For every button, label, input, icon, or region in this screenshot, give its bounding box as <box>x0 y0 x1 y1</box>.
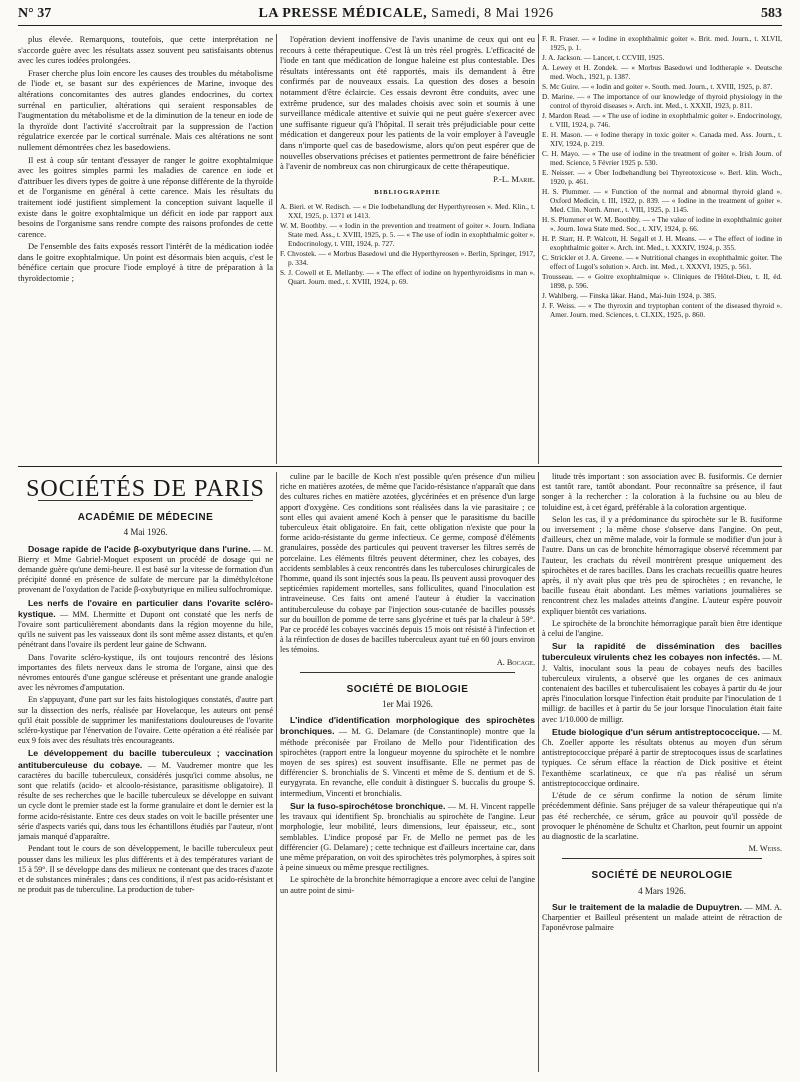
report-text: — M. Bierry et Mme Gabriel-Moquet exposent un procédé de dosage qui ne demande guère qu'une demi-heure. Il est basé sur la vitesse de formation d'un précipité donné en présence de sulfate de mercure par la diméthylcétone provenant de l'oxydation de l'acide β-oxybutyrique en milieu sulfochromique. <box>18 544 273 595</box>
reporter-signature: A. Bocage. <box>496 657 535 667</box>
report-title: Sur la rapidité de dissémination des bacilles tuberculeux virulents chez les cobayes non infectés. <box>542 641 782 663</box>
author-signature: P.-L. Marie. <box>493 173 535 184</box>
paragraph: E. Neisser. — « Über Iodbehandlung bei Thyreotoxicose ». Berl. klin. Woch., 1920, p. 461. <box>542 168 782 186</box>
report-text: — MM. Lhermitte et Dupont ont constaté que les nerfs de l'ovaire sont particulièrement abondants dans la région moyenne du hile, qu'ils ne suivent pas les vaisseaux dont ils sont même assez distants, et qu'en pénétrant dans l'ovaire ils perdent leur gaine de Schwann. <box>18 609 273 650</box>
paragraph: H. P. Starr, H. P. Walcott, H. Segall et J. H. Means. — « The effect of iodine in exophthalmic goiter ». Arch. int. Med., t. XXXIV, 1924, p. 355. <box>542 234 782 252</box>
paragraph <box>280 875 535 895</box>
report-title: Etude biologique d'un sérum antistreptococcique. <box>552 726 760 737</box>
paragraph: C. Strickler et J. A. Greene. — « Nutritional changes in exophthalmic goiter. The effect of Lugol's solution ». Arch. int. Med., t. XXXVI, 1925, p. 561. <box>542 253 782 271</box>
article-continuation <box>18 34 782 464</box>
report-paragraph <box>280 801 535 873</box>
report-title: L'indice d'identification morphologique des spirochètes bronchiques. <box>280 715 535 737</box>
paragraph: S. J. Cowell et E. Mellanby. — « The effect of iodine on hyperthyroidisms in man ». Quart. Journ. med., t. XVIII, 1924, p. 69. <box>280 267 535 286</box>
section-rule <box>562 858 762 859</box>
paragraph: l'opération devient inoffensive de l'avis unanime de ceux qui ont eu recours à cette thérapeutique. C'est là un très réel progrès. L'efficacité de l'iode en tant que médication de longue haleine est plus contestable. Des résultats intéressants ont été rapportés, mais ils demandent à être confirmés par de nouveaux essais. La question des doses a besoin notamment d'être éclaircie. Ces essais devront être conduits, avec une extrême prudence, sur des malades choisis avec soin et soumis à une surveillance médicale attentive et suivie qui ne peut guère s'exercer avec une suffisante rigueur qu'à l'hôpital. Il serait très préjudiciable pour cette médication et dangereux pour les patients de la voir employer à l'aveugle dans n'importe quel cas de basedowisme, alors qu'on peut espérer que de nouvelles observations précises et patientes permettront de faire bénéficier à l'avenir de nombreux cas non chirurgicaux de cette thérapeutique. <box>280 34 535 172</box>
bibliography-list <box>280 202 535 286</box>
report-paragraph <box>280 715 535 799</box>
paragraph <box>542 472 782 513</box>
paragraph <box>542 791 782 842</box>
paragraph: Il est à coup sûr tentant d'essayer de ranger le goitre exophtalmique avec les goitres simples parmi les maladies de carence en iode et d'attribuer les divers types de goitre à une réponse différente de la thyroïde et de l'organisme en général à cette carence. Mais les résultats du traitement iodé justifient simplement la conception suivant laquelle il existe dans le goitre exophtalmique un déficit en iode par rapport aux besoins de l'organisme sans rendre compte des raisons profondes de cette carence. <box>18 154 273 239</box>
paragraph: F. R. Fraser. — « Iodine in exophthalmic goiter ». Brit. med. Journ., t. XLVII, 1925, p. 1. <box>542 34 782 52</box>
paragraph: J. F. Weiss. — « The thyroxin and tryptophan content of the diseased thyroid ». Amer. Journ. med. Sciences, t. CLXIX, 1925, p. 860. <box>542 301 782 319</box>
paragraph: H. S. Plummer et W. M. Boothby. — « The value of iodine in exophthalmic goiter ». Journ. Iowa State med. Soc., t. XIV, 1924, p. 66. <box>542 215 782 233</box>
column-divider <box>538 472 539 1072</box>
biologie-reports <box>280 715 535 895</box>
report-title: Le développement du bacille tuberculeux ; vaccination antituberculeuse du cobaye. <box>18 748 273 770</box>
bibliography-heading: BIBLIOGRAPHIE <box>374 189 441 197</box>
issue-number: N° 37 <box>18 6 52 21</box>
paragraph: Trousseau. — « Goitre exophtalmique ». Cliniques de l'Hôtel-Dieu, t. II, éd. 1898, p. 596. <box>542 272 782 290</box>
report-text: Selon les cas, il y a prédominance du spirochète sur le B. fusiforme ou inversement ; la même chose s'observe dans l'angine. On peut, d'ailleurs, chez un même malade, voir la formule se modifier d'un jour à l'autre. Dans un cas de bronchite hémorragique observé récemment par l'auteur, les crachats du réveil montrèrent presque uniquement des spirochètes et de rares bacilles. Dans les crachats recueillis quatre heures après, il n'y avait plus que très peu de spirochètes ; en revanche, le bacille fuseau était abondant. Les mêmes variations journalières se rencontrent chez les malades atteints d'angine. L'auteur espère pouvoir expliquer bientôt ces variations. <box>542 514 782 616</box>
paragraph: F. Chvostek. — « Morbus Basedowi und die Hyperthyreosen ». Berlin, Springer, 1917, p. 334. <box>280 248 535 267</box>
journal-masthead <box>259 6 554 22</box>
bottom-column-3 <box>542 472 782 935</box>
report-paragraph <box>542 902 782 934</box>
paragraph: Fraser cherche plus loin encore les causes des troubles du métabolisme de l'iode et, se basant sur des expériences de Marine, invoque des altérations concomitantes des autres glandes endocrines, du cortex surrénal en particulier, altérations qui seraient responsables de l'augmentation du métabolisme et de la diminution de la teneur en iode de la thyroïde dont l'activité s'accroîtrait par la suppression de l'action régulatrice exercée par le cortical surrénale. Mais ces altérations ne sont nullement démontrées chez les basedowiens. <box>18 67 273 152</box>
paragraph <box>18 695 273 746</box>
top-column-2 <box>280 34 535 287</box>
report-text: Dans l'ovarite scléro-kystique, ils ont toujours rencontré des lésions importantes des filets nerveux dans le stroma de l'organe, ainsi que des névromes entourés d'une gangue scléreuse et présentant une grande analogie avec les névromes d'amputation. <box>18 652 273 693</box>
paragraph: H. S. Plummer. — « Function of the normal and abnormal thyroid gland ». Oxford Medicin, t. III, 1922, p. 839. — « Iodine in the treatment of goiter ». Med. Clin. North. Amer., t. VIII, 1925, p. 1145. <box>542 187 782 214</box>
report-text: Le spirochète de la bronchite hémorragique paraît bien être identique à celui de l'angine. <box>542 618 782 639</box>
report-text: — M. Vaudremer montre que les caractères du bacille tuberculeux, considérés jusqu'ici comme absolus, ne sont que relatifs (acido- et alcoolo-résistance, parasitisme obligatoire). Il résulte de ses recherches que le bacille tuberculeux se développe en suivant un cycle dont le premier stade est la forme granulaire et dont le dernier est la forme acido-résistante. Entre ces deux stades on voit le bacille présenter une série d'aspects variés qui, dans tous les échantillons étudiés par l'auteur, n'ont jamais manqué d'apparaître. <box>18 760 273 842</box>
report-paragraph <box>18 748 273 842</box>
biologie-date: 1er Mai 1926. <box>382 699 433 710</box>
top-column-1 <box>18 34 273 286</box>
biologie-heading: SOCIÉTÉ DE BIOLOGIE <box>346 683 469 695</box>
section-divider <box>18 466 782 467</box>
report-text: — M. H. Vincent rappelle les travaux qui identifient Sp. bronchialis au spirochète de l'angine. Leur morphologie, leur mobilité, leurs dimensions, leur épaisseur, etc., sont semblables. L'indice proposé par Fr. de Mello ne permet pas de les différencier (G. Delamare) ; cette technique est d'ailleurs incertaine car, dans une même préparation, on voit des spirochètes très polymorphes, à spires soit à peine sinueux ou même presque rectilignes. <box>280 801 535 873</box>
paragraph: S. Mc Guire. — « Iodin and goiter ». South. med. Journ., t. XVIII, 1925, p. 87. <box>542 82 773 91</box>
paragraph: plus élevée. Remarquons, toutefois, que cette interprétation ne s'accorde guère avec les résultats assez souvent peu satisfaisants obtenus avec les cures iodées prolongées. <box>18 34 273 66</box>
paragraph <box>18 844 273 895</box>
academie-date: 4 Mai 1926. <box>123 527 168 538</box>
paragraph: D. Marine. — « The importance of our knowledge of thyroid physiology in the control of thyroid diseases ». Arch. int. Med., t. XXXII, 1923, p. 811. <box>542 92 782 110</box>
issue-date: Samedi, 8 Mai 1926 <box>431 6 554 21</box>
neurologie-heading: SOCIÉTÉ DE NEUROLOGIE <box>591 870 733 882</box>
conclusion-text <box>280 34 535 172</box>
report-text: Pendant tout le cours de son développement, le bacille tuberculeux peut pousser dans les milieux les plus différents et à des températures variant de 15 à 59°. Il se développe dans des milieux ne contenant que des traces d'azote et de substances minérales ; dans ces conditions, il n'est pas acido-résistant et ne produit pas de tuberculine. La production de tuber- <box>18 844 273 895</box>
reporter-signature: M. Weiss. <box>748 844 782 854</box>
report-text: Le spirochète de la bronchite hémorragique a encore avec celui de l'angine un autre point de simi- <box>280 875 535 895</box>
paragraph: C. H. Mayo. — « The use of iodine in the treatment of goiter ». Irish Journ. of med. Science, 5 Février 1925 p. 530. <box>542 149 782 167</box>
paragraph <box>542 619 782 639</box>
running-header <box>18 6 782 26</box>
biologie-reports-continued <box>542 472 782 842</box>
societes-title: SOCIÉTÉS DE PARIS <box>26 476 265 502</box>
page-number: 583 <box>760 6 782 21</box>
paragraph: E. H. Mason. — « Iodine therapy in toxic goiter ». Canada med. Ass. Journ., t. XIV, 1924, p. 219. <box>542 130 782 148</box>
section-rule <box>300 672 515 673</box>
bottom-column-1 <box>18 472 273 897</box>
report-paragraph <box>542 727 782 789</box>
bottom-column-2 <box>280 472 535 898</box>
journal-name: LA PRESSE MÉDICALE, <box>258 6 428 21</box>
paragraph: J. Mardon Read. — « The use of iodine in exophthalmic goiter ». Endocrinology, t. VIII, 1924, p. 746. <box>542 111 782 129</box>
report-paragraph <box>18 544 273 596</box>
neurologie-reports <box>542 902 782 934</box>
paragraph: A. Bieri. et W. Redisch. — « Die Iodbehandlung der Hyperthyreosen ». Med. Klin., t. XXI, 1925, p. 1371 et 1413. <box>280 201 535 220</box>
report-text: culine par le bacille de Koch n'est possible qu'en présence d'un milieu riche en matières azotées, de même que l'acido-résistance n'apparaît que dans des cultures riches en matière azotées, glycérinées et en présence d'un large apport d'oxygène. Ces conditions sont réalisées dans la vie parasitaire ; ce sont elles qui avaient amené Koch à penser que le parasitisme du bacille tuberculeux était obligatoire. En fait, cette obligation n'existe que pour la forme acido-résistante du germe infectieux. Ce germe, composé d'éléments granulaires, possède des particules qui peuvent traverser les filtres serrés de porcelaine. Les éléments filtrés peuvent déterminer, chez les cobayes, des accidents semblables à ceux rencontrés dans les tuberculoses chirurgicales de l'homme, quand ils sont injectés sous la peau. Ils peuvent aussi provoquer des septicémies rapidement mortelles, sans folliculites, quand l'inoculation est intraveineuse. Ces faits ont amené l'auteur à étudier la vaccination antituberculeuse du cobaye par l'injection sous-cutanée de bacilles poussés sur du bouillon de pomme de terre sans glycérine et tués par la chaleur à 59°. Par ce procédé les cobayes vaccinés depuis 15 mois ont résisté à l'infection et à la réinfection de doses de bacilles tuberculeux ayant tué en 60 jours environ les témoins. <box>280 472 535 655</box>
page <box>18 6 782 1076</box>
academie-heading: ACADÉMIE DE MÉDECINE <box>77 512 214 524</box>
report-text: — M. G. Delamare (de Constantinople) montre que la méthode préconisée par Froilano de Mello pour l'identification des spirochètes (rapport entre la longueur moyenne du spirochète et le nombre moyen de ses spires) est souvent insuffisante. Elle ne permet pas de différencier S. bronchialis de S. Vincenti et même de S. dentium et de S. eurygyrata. En revanche, elle conduit à distinguer S. buccalis du groupe S. intermedium, Vincenti et bronchialis. <box>280 727 535 798</box>
column-divider <box>276 34 277 464</box>
academie-reports-continued <box>280 472 535 656</box>
report-text: En s'appuyant, d'une part sur les faits histologiques constatés, d'autre part sur la dissection des nerfs, réalisée par Hovelacque, les auteurs ont pensé qu'il était possible de supprimer les manifestations douloureuses de l'ovarite scléro-kystique par l'énervation de l'ovaire. Cette opération a été réalisée par eux 9 fois avec des résultats très encourageants. <box>18 695 273 746</box>
paragraph <box>18 653 273 694</box>
report-text: L'étude de ce sérum confirme la notion de sérum limite précédemment définie. Sans préjuger de sa valeur thérapeutique qui n'a pas été recherchée, ce sérum, grâce au pouvoir qu'il possède de provoquer le phénomène de Schultz et Charlton, peut fournir un appoint au diagnostic de la scarlatine. <box>542 791 782 841</box>
column-divider <box>276 472 277 1072</box>
societes-section <box>18 472 782 1072</box>
bibliography-list-continued <box>542 34 782 320</box>
paragraph <box>280 472 535 656</box>
report-title: Sur le traitement de la maladie de Dupuytren. <box>552 901 742 912</box>
paragraph: W. M. Boothby. — « Iodin in the prevention and treatment of goiter ». Journ. Indiana State med. Ass., t. XVIII, 1925, p. 5. — « The use of iodin in exophthalmic goiter ». Endocrinology, t. VIII, 1924, p. 727. <box>280 220 535 248</box>
paragraph: A. Lewey et H. Zondek. — « Morbus Basedowi und Iodtherapie ». Deutsche med. Woch., 1921, p. 1387. <box>542 63 782 81</box>
column-divider <box>538 34 539 464</box>
report-title: Les nerfs de l'ovaire en particulier dans l'ovarite scléro-kystique. <box>18 597 273 619</box>
report-text: — M. Ch. Zoeller apporte les résultats obtenus au moyen d'un sérum antistreptococcique préparé à partir de streptocoques issus de scarlatines typiques. Ce sérum efface la réaction de Dick positive et éteint l'exanthème scarlatineux, ce que n'a pas réalisé un sérum antistreptococcique ordinaire. <box>542 727 782 788</box>
paragraph <box>542 515 782 617</box>
paragraph: J. Wahlberg. — Finska läkar. Hand., Mai-Juin 1924, p. 385. <box>542 291 717 300</box>
report-paragraph <box>18 598 273 651</box>
report-title: Dosage rapide de l'acide β-oxybutyrique dans l'urine. <box>28 543 251 554</box>
paragraph: De l'ensemble des faits exposés ressort l'intérêt de la médication iodée dans le goitre exophtalmique. Un point est désormais bien acquis, c'est le bénéfice certain que procure l'iode employé à titre de préparation à la thyroïdectomie ; <box>18 241 273 284</box>
report-text: litude très important : son association avec B. fusiformis. Ce dernier est tantôt rare, tantôt abondant. Pour reconnaître sa présence, il faut songer à la rechercher : la coloration à la fuchsine ou au bleu de toluidine est, à cet égard, préférable à la coloration argentique. <box>542 472 782 512</box>
paragraph: J. A. Jackson. — Lancet, t. CCVIII, 1925. <box>542 53 665 62</box>
academie-reports <box>18 544 273 896</box>
report-title: Sur la fuso-spirochétose bronchique. <box>290 800 446 811</box>
report-text: — MM. A. Charpentier et Bailleul présentent un malade atteint de rétraction de l'aponévrose palmaire <box>542 902 782 933</box>
report-text: — M. J. Valtis, inoculant sous la peau de cobayes neufs des bacilles tuberculeux virulents, a observé que les organes de ces animaux contenaient des bacilles et tuberculisaient les cobayes à partir du 4e jour après l'inoculation lorsque l'infection était produite par l'inoculation de 1 milligr. de bacilles et à partir du 5e jour lorsque l'inoculation était faite avec 1/10.000 de milligr. <box>542 653 782 724</box>
neurologie-date: 4 Mars 1926. <box>638 885 686 896</box>
report-paragraph <box>542 641 782 725</box>
